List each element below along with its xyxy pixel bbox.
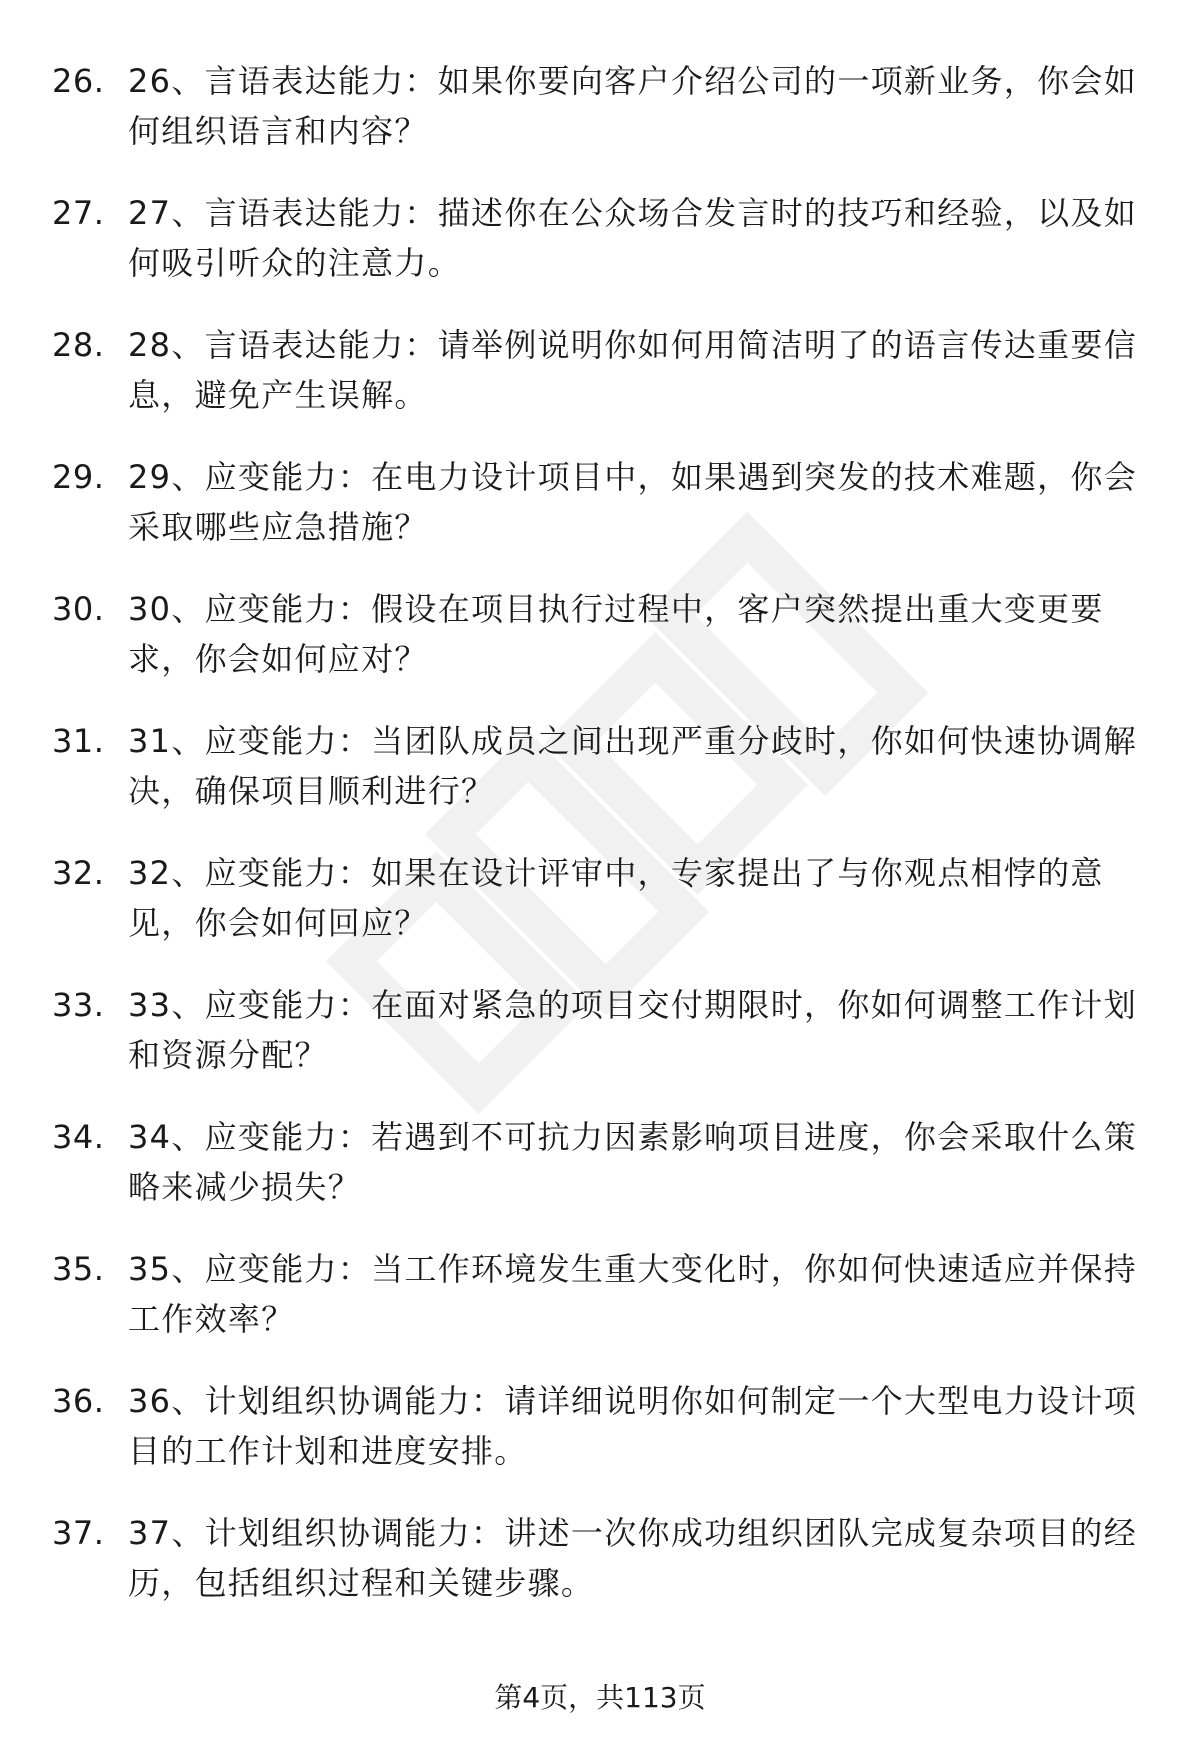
question-number: 37. (52, 1514, 105, 1552)
question-text: 28、言语表达能力：请举例说明你如何用简洁明了的语言传达重要信息，避免产生误解。 (128, 326, 1138, 414)
list-item (0, 320, 1200, 452)
question-number: 30. (52, 590, 105, 628)
list-item (0, 1376, 1200, 1508)
question-number: 27. (52, 194, 105, 232)
list-item (0, 1508, 1200, 1640)
list-item (0, 56, 1200, 188)
question-text: 36、计划组织协调能力：请详细说明你如何制定一个大型电力设计项目的工作计划和进度安排。 (128, 1382, 1138, 1470)
page-number: 第4页，共113页 (494, 1681, 706, 1714)
question-text: 37、计划组织协调能力：讲述一次你成功组织团队完成复杂项目的经历，包括组织过程和关键步骤。 (128, 1514, 1138, 1602)
question-text: 26、言语表达能力：如果你要向客户介绍公司的一项新业务，你会如何组织语言和内容？ (128, 62, 1138, 150)
question-number: 31. (52, 722, 105, 760)
question-text: 32、应变能力：如果在设计评审中，专家提出了与你观点相悖的意见，你会如何回应？ (128, 854, 1104, 942)
question-text: 30、应变能力：假设在项目执行过程中，客户突然提出重大变更要求，你会如何应对？ (128, 590, 1104, 678)
question-text: 27、言语表达能力：描述你在公众场合发言时的技巧和经验，以及如何吸引听众的注意力。 (128, 194, 1138, 282)
question-number: 32. (52, 854, 105, 892)
question-number: 35. (52, 1250, 105, 1288)
question-number: 28. (52, 326, 105, 364)
list-item (0, 1112, 1200, 1244)
list-item (0, 1244, 1200, 1376)
list-item (0, 584, 1200, 716)
list-item (0, 188, 1200, 320)
question-number: 26. (52, 62, 105, 100)
question-text: 31、应变能力：当团队成员之间出现严重分歧时，你如何快速协调解决，确保项目顺利进行？ (128, 722, 1138, 810)
list-item (0, 716, 1200, 848)
question-number: 36. (52, 1382, 105, 1420)
list-item (0, 848, 1200, 980)
question-list (0, 56, 1200, 1640)
question-number: 34. (52, 1118, 105, 1156)
list-item (0, 980, 1200, 1112)
question-text: 34、应变能力：若遇到不可抗力因素影响项目进度，你会采取什么策略来减少损失？ (128, 1118, 1138, 1206)
question-text: 29、应变能力：在电力设计项目中，如果遇到突发的技术难题，你会采取哪些应急措施？ (128, 458, 1138, 546)
page-footer (0, 1678, 1200, 1718)
question-text: 33、应变能力：在面对紧急的项目交付期限时，你如何调整工作计划和资源分配？ (128, 986, 1138, 1074)
question-number: 29. (52, 458, 105, 496)
question-text: 35、应变能力：当工作环境发生重大变化时，你如何快速适应并保持工作效率？ (128, 1250, 1138, 1338)
question-number: 33. (52, 986, 105, 1024)
list-item (0, 452, 1200, 584)
